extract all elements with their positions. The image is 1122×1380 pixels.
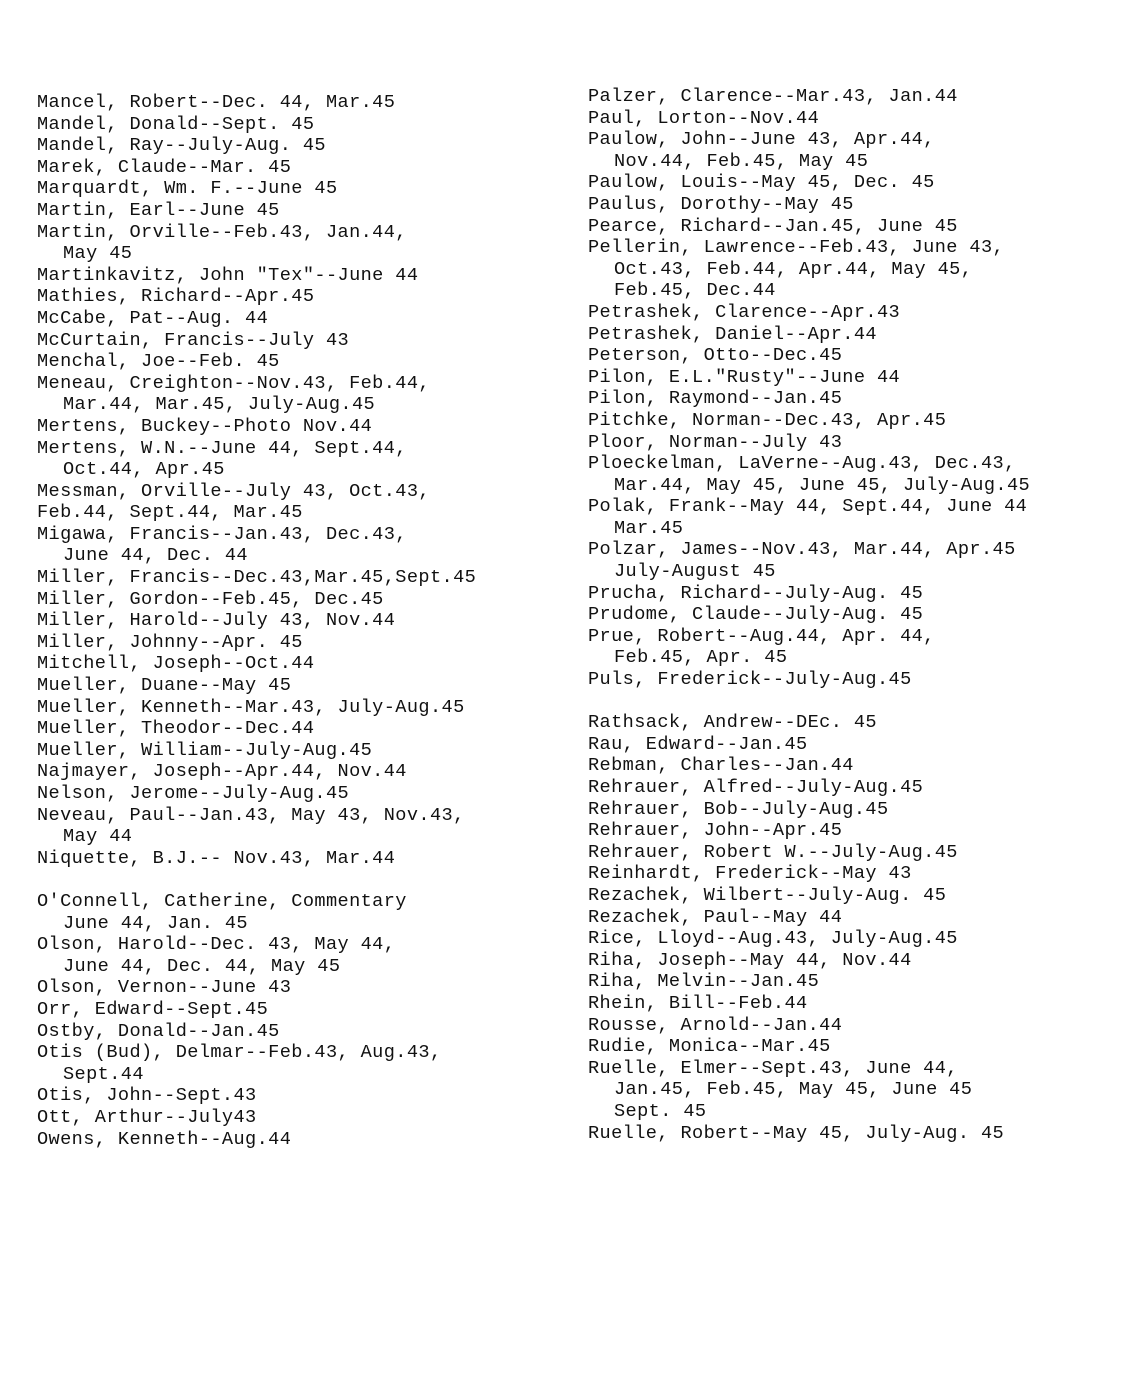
index-entry: Sept. 45 <box>614 1100 707 1122</box>
index-entry: Paulow, John--June 43, Apr.44, <box>588 129 935 151</box>
index-entry: Miller, Johnny--Apr. 45 <box>37 631 303 653</box>
index-entry: Ruelle, Robert--May 45, July-Aug. 45 <box>588 1122 1005 1144</box>
index-entry: Mueller, Duane--May 45 <box>37 675 292 697</box>
index-entry: June 44, Jan. 45 <box>63 912 248 934</box>
index-entry: Paulus, Dorothy--May 45 <box>588 193 854 215</box>
index-entry: Owens, Kenneth--Aug.44 <box>37 1128 292 1150</box>
index-entry: Olson, Harold--Dec. 43, May 44, <box>37 934 396 956</box>
index-entry: Pilon, Raymond--Jan.45 <box>588 388 843 410</box>
index-entry: Mertens, Buckey--Photo Nov.44 <box>37 415 373 437</box>
index-entry: Mueller, Theodor--Dec.44 <box>37 718 315 740</box>
index-entry: Marquardt, Wm. F.--June 45 <box>37 178 338 200</box>
index-entry: Mathies, Richard--Apr.45 <box>37 286 315 308</box>
index-entry: Messman, Orville--July 43, Oct.43, <box>37 480 430 502</box>
index-entry: July-August 45 <box>614 561 776 583</box>
index-entry: Martin, Earl--June 45 <box>37 199 280 221</box>
index-entry: Pilon, E.L."Rusty"--June 44 <box>588 366 901 388</box>
index-entry: Rehrauer, Robert W.--July-Aug.45 <box>588 841 958 863</box>
index-entry: Rice, Lloyd--Aug.43, July-Aug.45 <box>588 928 958 950</box>
index-entry: Miller, Harold--July 43, Nov.44 <box>37 610 396 632</box>
index-entry: Ruelle, Elmer--Sept.43, June 44, <box>588 1057 958 1079</box>
index-entry: Rau, Edward--Jan.45 <box>588 733 808 755</box>
index-entry: Marek, Claude--Mar. 45 <box>37 156 292 178</box>
index-entry: Pitchke, Norman--Dec.43, Apr.45 <box>588 409 947 431</box>
index-entry: Rathsack, Andrew--DEc. 45 <box>588 712 877 734</box>
index-entry: Rehrauer, Bob--July-Aug.45 <box>588 798 889 820</box>
index-entry: Meneau, Creighton--Nov.43, Feb.44, <box>37 372 430 394</box>
index-entry: Mandel, Donald--Sept. 45 <box>37 113 315 135</box>
index-entry: Prudome, Claude--July-Aug. 45 <box>588 604 924 626</box>
index-entry: June 44, Dec. 44 <box>63 545 248 567</box>
index-entry: Mar.44, Mar.45, July-Aug.45 <box>63 394 376 416</box>
index-entry: Pellerin, Lawrence--Feb.43, June 43, <box>588 237 1005 259</box>
index-entry: Prucha, Richard--July-Aug. 45 <box>588 582 924 604</box>
index-entry: Palzer, Clarence--Mar.43, Jan.44 <box>588 86 958 107</box>
index-entry: Rebman, Charles--Jan.44 <box>588 755 854 777</box>
index-entry: Martinkavitz, John "Tex"--June 44 <box>37 264 419 286</box>
index-entry: Ott, Arthur--July43 <box>37 1106 257 1128</box>
index-entry: Feb.45, Apr. 45 <box>614 647 788 669</box>
index-entry: June 44, Dec. 44, May 45 <box>63 955 341 977</box>
index-entry: Riha, Joseph--May 44, Nov.44 <box>588 949 912 971</box>
index-entry: Polzar, James--Nov.43, Mar.44, Apr.45 <box>588 539 1016 561</box>
index-entry: McCurtain, Francis--July 43 <box>37 329 350 351</box>
index-entry: Sept.44 <box>63 1063 144 1085</box>
section-gap <box>588 691 1108 713</box>
index-entry: Petrashek, Daniel--Apr.44 <box>588 323 877 345</box>
index-entry: Miller, Gordon--Feb.45, Dec.45 <box>37 588 384 610</box>
index-entry: Oct.43, Feb.44, Apr.44, May 45, <box>614 258 973 280</box>
index-entry: May 44 <box>63 826 133 848</box>
index-entry: May 45 <box>63 243 133 265</box>
index-entry: Pearce, Richard--Jan.45, June 45 <box>588 215 958 237</box>
section-gap <box>37 869 577 891</box>
index-entry: Paulow, Louis--May 45, Dec. 45 <box>588 172 935 194</box>
index-entry: Mueller, Kenneth--Mar.43, July-Aug.45 <box>37 696 465 718</box>
index-column-left <box>37 92 577 1150</box>
index-entry: Reinhardt, Frederick--May 43 <box>588 863 912 885</box>
index-entry: O'Connell, Catherine, Commentary <box>37 890 407 912</box>
index-entry: Mar.44, May 45, June 45, July-Aug.45 <box>614 474 1031 496</box>
index-entry: Rhein, Bill--Feb.44 <box>588 992 808 1014</box>
index-entry: Martin, Orville--Feb.43, Jan.44, <box>37 221 407 243</box>
index-entry: Rousse, Arnold--Jan.44 <box>588 1014 843 1036</box>
index-entry: Migawa, Francis--Jan.43, Dec.43, <box>37 523 407 545</box>
index-entry: Mancel, Robert--Dec. 44, Mar.45 <box>37 92 396 113</box>
index-entry: Puls, Frederick--July-Aug.45 <box>588 669 912 691</box>
index-entry: Ploor, Norman--July 43 <box>588 431 843 453</box>
index-entry: Najmayer, Joseph--Apr.44, Nov.44 <box>37 761 407 783</box>
index-entry: Niquette, B.J.-- Nov.43, Mar.44 <box>37 847 396 869</box>
index-entry: Otis (Bud), Delmar--Feb.43, Aug.43, <box>37 1042 442 1064</box>
index-entry: Nov.44, Feb.45, May 45 <box>614 150 869 172</box>
index-entry: Prue, Robert--Aug.44, Apr. 44, <box>588 625 935 647</box>
index-entry: Mandel, Ray--July-Aug. 45 <box>37 135 326 157</box>
index-entry: Neveau, Paul--Jan.43, May 43, Nov.43, <box>37 804 465 826</box>
index-entry: Feb.45, Dec.44 <box>614 280 776 302</box>
index-entry: Olson, Vernon--June 43 <box>37 977 292 999</box>
index-entry: McCabe, Pat--Aug. 44 <box>37 307 269 329</box>
index-entry: Mertens, W.N.--June 44, Sept.44, <box>37 437 407 459</box>
index-entry: Mitchell, Joseph--Oct.44 <box>37 653 315 675</box>
index-entry: Menchal, Joe--Feb. 45 <box>37 351 280 373</box>
index-entry: Jan.45, Feb.45, May 45, June 45 <box>614 1079 973 1101</box>
index-entry: Polak, Frank--May 44, Sept.44, June 44 <box>588 496 1028 518</box>
index-column-right <box>588 86 1108 1144</box>
index-entry: Rehrauer, John--Apr.45 <box>588 820 843 842</box>
index-entry: Oct.44, Apr.45 <box>63 459 225 481</box>
index-entry: Mar.45 <box>614 517 684 539</box>
index-entry: Mueller, William--July-Aug.45 <box>37 739 373 761</box>
index-entry: Peterson, Otto--Dec.45 <box>588 345 843 367</box>
index-entry: Miller, Francis--Dec.43,Mar.45,Sept.45 <box>37 567 477 589</box>
index-entry: Paul, Lorton--Nov.44 <box>588 107 820 129</box>
index-entry: Petrashek, Clarence--Apr.43 <box>588 301 901 323</box>
index-entry: Rezachek, Wilbert--July-Aug. 45 <box>588 884 947 906</box>
index-entry: Ostby, Donald--Jan.45 <box>37 1020 280 1042</box>
index-entry: Feb.44, Sept.44, Mar.45 <box>37 502 303 524</box>
index-entry: Rudie, Monica--Mar.45 <box>588 1036 831 1058</box>
index-entry: Riha, Melvin--Jan.45 <box>588 971 820 993</box>
index-entry: Orr, Edward--Sept.45 <box>37 998 269 1020</box>
index-entry: Nelson, Jerome--July-Aug.45 <box>37 783 350 804</box>
index-entry: Rehrauer, Alfred--July-Aug.45 <box>588 777 924 798</box>
index-entry: Rezachek, Paul--May 44 <box>588 906 843 928</box>
index-entry: Otis, John--Sept.43 <box>37 1085 257 1107</box>
index-entry: Ploeckelman, LaVerne--Aug.43, Dec.43, <box>588 453 1016 475</box>
